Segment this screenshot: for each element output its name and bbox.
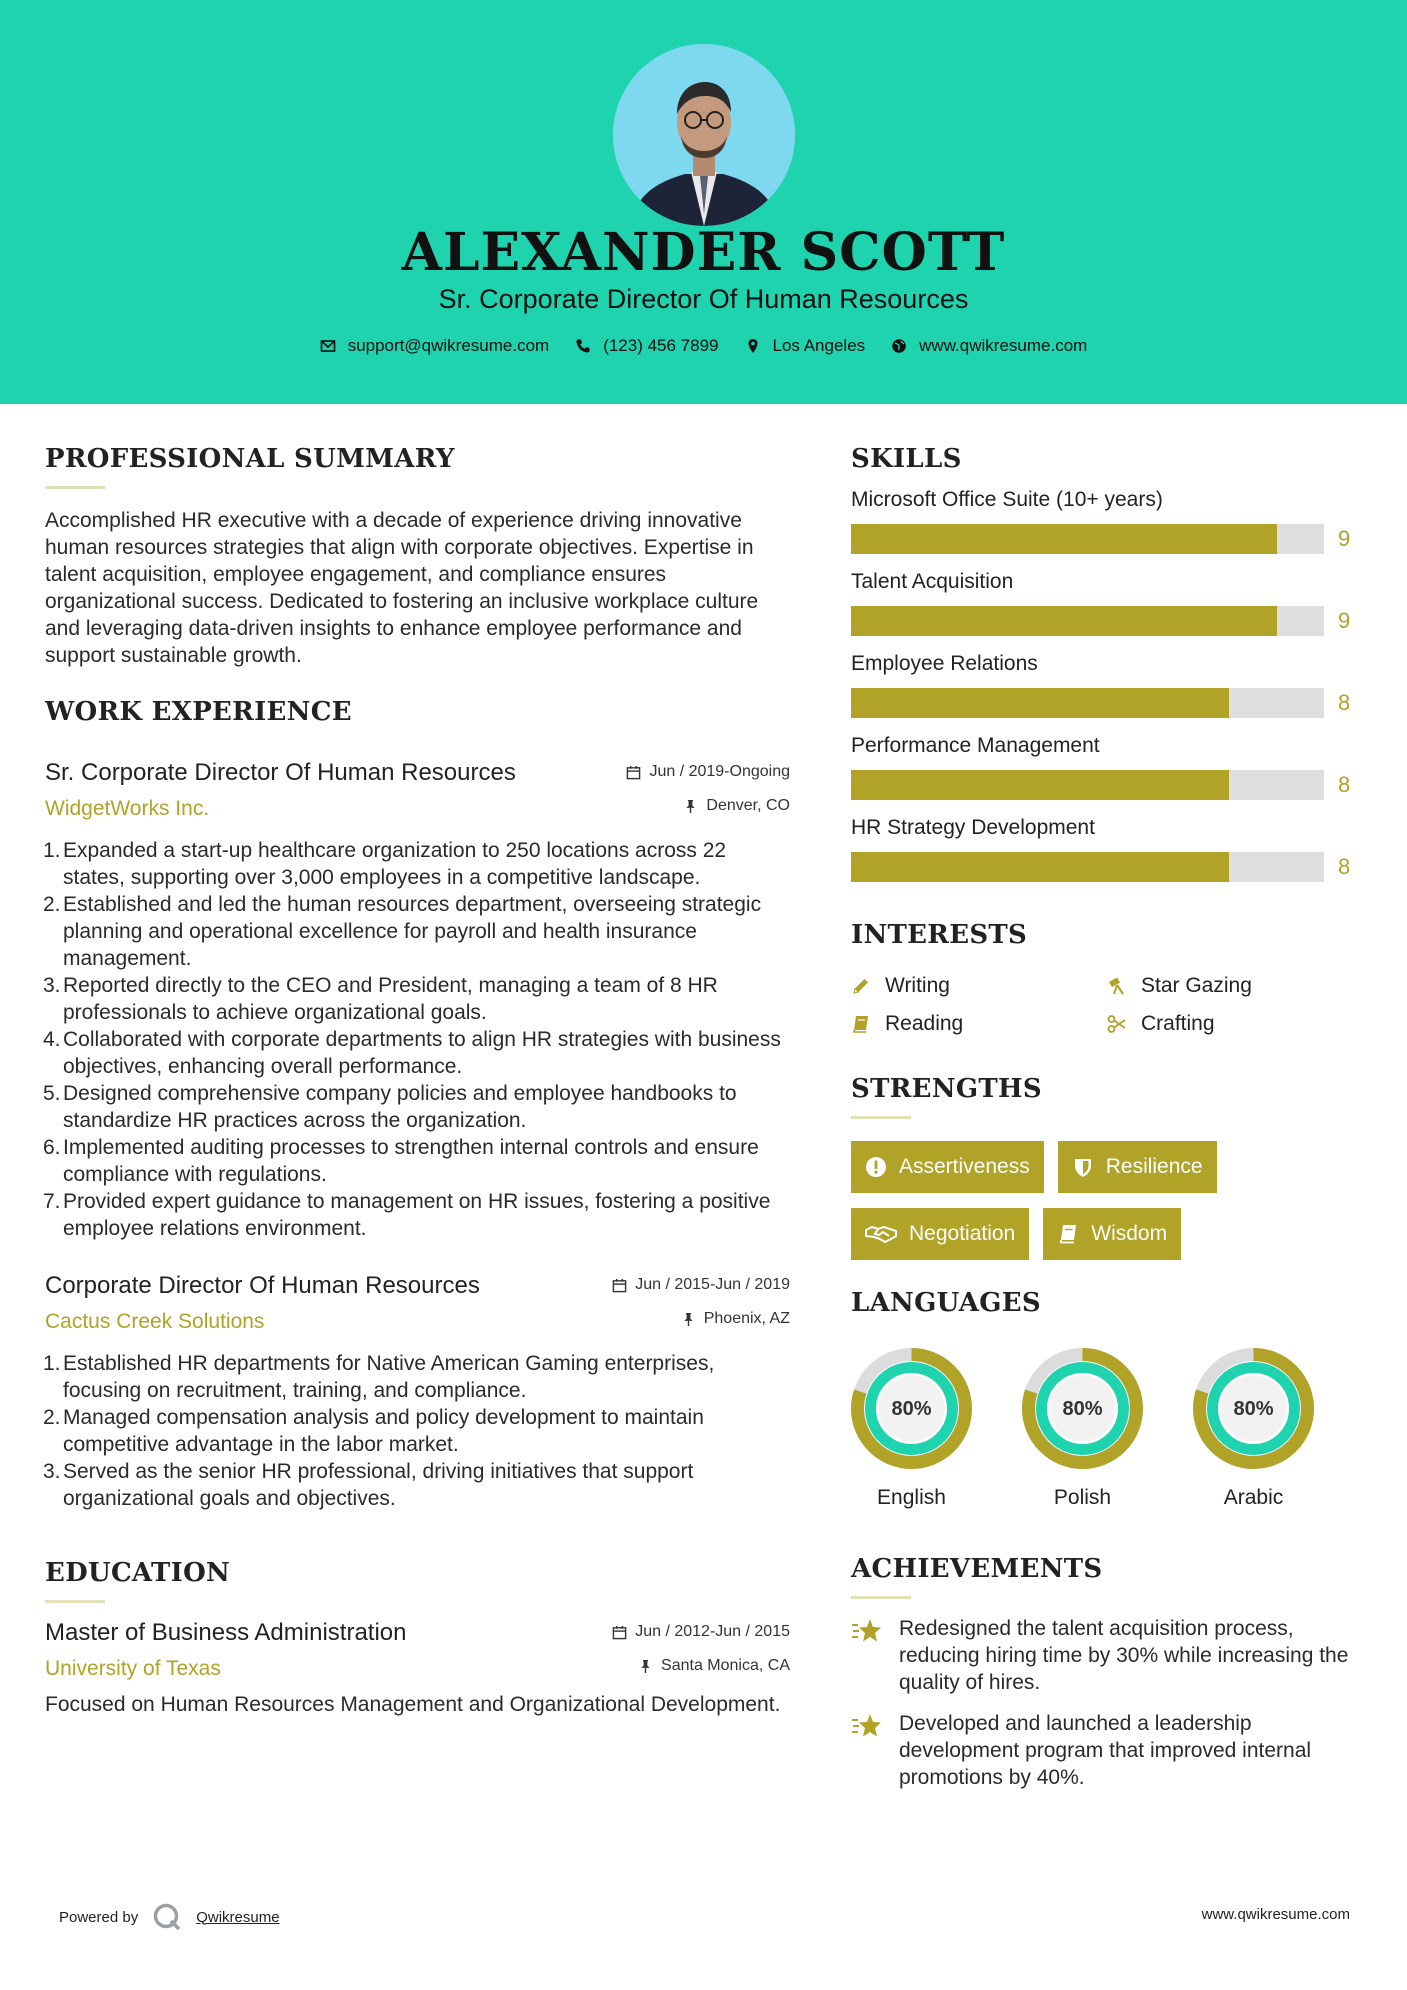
language-item [851, 1348, 972, 1510]
calendar-icon [626, 765, 641, 780]
achievements-heading: ACHIEVEMENTS [851, 1554, 1103, 1584]
language-percent: 80% [1233, 1398, 1274, 1420]
language-item [1022, 1348, 1143, 1510]
school-name: University of Texas [45, 1657, 221, 1680]
interest-item [1107, 974, 1347, 998]
interest-label: Writing [885, 974, 950, 997]
strength-badge [851, 1141, 1044, 1193]
job-location-text: Denver, CO [706, 797, 790, 814]
skills-list [851, 488, 1356, 882]
brand-link[interactable]: Qwikresume [196, 1908, 280, 1926]
languages-heading: LANGUAGES [851, 1288, 1041, 1318]
right-column [851, 444, 1356, 1791]
edu-date [612, 1623, 790, 1641]
achievement-item [851, 1710, 1356, 1791]
interests-heading: INTERESTS [851, 920, 1028, 950]
left-column [45, 444, 790, 1718]
calendar-icon [612, 1625, 627, 1640]
job-bullets [45, 1350, 790, 1512]
interest-label: Crafting [1141, 1012, 1215, 1035]
language-donut [851, 1348, 972, 1469]
list-item: 6. Implemented auditing processes to strengthen internal controls and ensure compliance with regulations. [43, 1136, 759, 1186]
section-languages [851, 1288, 1356, 1510]
section-education [45, 1558, 790, 1718]
pushpin-icon [683, 799, 698, 814]
book-icon [1057, 1223, 1079, 1245]
strength-badge [1043, 1208, 1181, 1260]
language-donut [1022, 1348, 1143, 1469]
skill-item [851, 816, 1356, 882]
strength-label: Resilience [1105, 1155, 1203, 1178]
job-title: Sr. Corporate Director Of Human Resources [45, 759, 516, 786]
skill-name: Talent Acquisition [851, 570, 1014, 593]
skill-bar [851, 770, 1324, 800]
contact-location [745, 336, 866, 356]
skill-bar-fill [851, 770, 1229, 800]
list-item: 3. Reported directly to the CEO and President, managing a team of 8 HR professionals to achieve organizational goals. [43, 974, 718, 1024]
shield-icon [1072, 1156, 1094, 1178]
skills-heading: SKILLS [851, 444, 962, 474]
pushpin-icon [681, 1312, 696, 1327]
skill-bar [851, 606, 1324, 636]
star-icon [851, 1712, 883, 1740]
job-date [626, 763, 790, 781]
edu-location-text: Santa Monica, CA [661, 1657, 790, 1674]
contact-phone[interactable] [575, 336, 718, 356]
strength-label: Negotiation [909, 1222, 1016, 1245]
job-location [681, 1310, 790, 1328]
language-percent: 80% [891, 1398, 932, 1420]
contact-email[interactable] [320, 336, 550, 356]
education-heading: EDUCATION [45, 1558, 231, 1588]
skill-value: 8 [1338, 772, 1351, 797]
language-percent: 80% [1062, 1398, 1103, 1420]
interest-item [851, 1012, 1107, 1036]
phone-icon [575, 338, 591, 354]
section-experience [45, 697, 790, 1512]
skill-name: Performance Management [851, 734, 1100, 757]
scissors-icon [1107, 1014, 1127, 1034]
contact-location-text: Los Angeles [772, 336, 866, 355]
skill-value: 8 [1338, 690, 1351, 715]
skill-value: 9 [1338, 526, 1351, 551]
candidate-name: ALEXANDER SCOTT [401, 222, 1006, 283]
contact-website-text: www.qwikresume.com [919, 336, 1088, 355]
map-pin-icon [745, 338, 761, 354]
list-item: 2. Established and led the human resources department, overseeing strategic planning and operational excellence for payroll and health insurance management. [43, 893, 762, 970]
list-item: 5. Designed comprehensive company policies and employee handbooks to standardize HR practices across the organization. [43, 1082, 737, 1132]
globe-icon [891, 338, 907, 354]
star-icon [851, 1617, 883, 1645]
candidate-title: Sr. Corporate Director Of Human Resources [438, 284, 969, 314]
exclamation-icon [865, 1156, 887, 1178]
avatar [613, 44, 795, 226]
skill-item [851, 652, 1356, 718]
footer-powered [59, 1902, 280, 1932]
interest-item [1107, 1012, 1347, 1036]
skill-bar-fill [851, 524, 1277, 554]
strength-label: Wisdom [1091, 1222, 1168, 1245]
skill-item [851, 488, 1356, 554]
calendar-icon [612, 1278, 627, 1293]
skill-value: 8 [1338, 854, 1351, 879]
skill-bar [851, 852, 1324, 882]
job-bullets [45, 837, 790, 1242]
handshake-icon [865, 1223, 897, 1245]
language-name: Arabic [1223, 1486, 1284, 1509]
qwikresume-logo-icon [152, 1902, 182, 1932]
achievement-text: Developed and launched a leadership development program that improved internal promotions by 40%. [899, 1712, 1312, 1789]
section-interests [851, 920, 1356, 1036]
skill-name: Microsoft Office Suite (10+ years) [851, 488, 1163, 511]
language-name: Polish [1053, 1486, 1112, 1509]
strength-label: Assertiveness [899, 1155, 1030, 1178]
edu-location [638, 1657, 790, 1675]
skill-item [851, 734, 1356, 800]
skill-bar-fill [851, 606, 1277, 636]
job-location [683, 797, 790, 815]
pencil-icon [851, 976, 871, 996]
degree-title: Master of Business Administration [45, 1619, 407, 1646]
section-strengths [851, 1074, 1356, 1260]
job-entry [45, 759, 790, 1242]
section-achievements [851, 1554, 1356, 1791]
heading-underline [45, 1600, 105, 1603]
list-item: 3. Served as the senior HR professional, driving initiatives that support organizational goals and objectives. [43, 1460, 694, 1510]
job-date [612, 1276, 790, 1294]
strength-badge [851, 1208, 1029, 1260]
skill-bar [851, 688, 1324, 718]
skill-item [851, 570, 1356, 636]
contact-phone-text: (123) 456 7899 [603, 336, 719, 355]
strengths-heading: STRENGTHS [851, 1074, 1042, 1104]
summary-text: Accomplished HR executive with a decade of experience driving innovative human resources strategies that align with corporate objectives. Expertise in talent acquisition, employee engagement, and compliance ensures organizational success. Dedicated to fostering an inclusive workplace culture and leveraging data-driven insights to enhance employee performance and support sustainable growth. [45, 509, 759, 667]
education-desc: Focused on Human Resources Management and Organizational Development. [45, 1693, 781, 1716]
list-item: 2. Managed compensation analysis and policy development to maintain competitive advantage in the labor market. [43, 1406, 704, 1456]
achievement-item [851, 1615, 1356, 1696]
list-item: 1. Expanded a start-up healthcare organization to 250 locations across 22 states, supporting over 3,000 employees in a competitive landscape. [43, 839, 727, 889]
job-entry [45, 1272, 790, 1512]
interest-label: Reading [885, 1012, 964, 1035]
skill-bar-fill [851, 688, 1229, 718]
job-location-text: Phoenix, AZ [703, 1310, 790, 1327]
skill-name: Employee Relations [851, 652, 1038, 675]
company-name: Cactus Creek Solutions [45, 1310, 265, 1333]
language-name: English [877, 1486, 946, 1509]
achievement-text: Redesigned the talent acquisition process, reducing hiring time by 30% while increasing the quality of hires. [899, 1617, 1349, 1694]
book-icon [851, 1014, 871, 1034]
header-banner [0, 0, 1407, 404]
skill-bar-fill [851, 852, 1229, 882]
footer-url[interactable]: www.qwikresume.com [1201, 1906, 1350, 1923]
heading-underline [851, 1116, 911, 1119]
summary-heading: PROFESSIONAL SUMMARY [45, 444, 455, 474]
language-donut [1193, 1348, 1314, 1469]
powered-by-text: Powered by [59, 1908, 139, 1926]
job-date-text: Jun / 2015-Jun / 2019 [635, 1276, 790, 1293]
experience-heading: WORK EXPERIENCE [45, 697, 352, 727]
language-item [1193, 1348, 1314, 1510]
section-skills [851, 444, 1356, 882]
job-date-text: Jun / 2019-Ongoing [649, 763, 790, 780]
edu-date-text: Jun / 2012-Jun / 2015 [635, 1623, 790, 1640]
company-name: WidgetWorks Inc. [45, 797, 210, 820]
job-title: Corporate Director Of Human Resources [45, 1272, 480, 1299]
list-item: 7. Provided expert guidance to management on HR issues, fostering a positive employee relations environment. [43, 1190, 771, 1240]
pushpin-icon [638, 1659, 653, 1674]
interest-label: Star Gazing [1141, 974, 1252, 997]
strength-badge [1058, 1141, 1217, 1193]
heading-underline [45, 486, 105, 489]
contact-bar [0, 336, 1407, 356]
envelope-icon [320, 338, 336, 354]
skill-name: HR Strategy Development [851, 816, 1095, 839]
section-summary [45, 444, 790, 669]
skill-bar [851, 524, 1324, 554]
list-item: 4. Collaborated with corporate departments to align HR strategies with business objectives, enhancing overall performance. [43, 1028, 781, 1078]
telescope-icon [1107, 976, 1127, 996]
list-item: 1. Established HR departments for Native American Gaming enterprises, focusing on recruitment, training, and compliance. [43, 1352, 715, 1402]
skill-value: 9 [1338, 608, 1351, 633]
interest-item [851, 974, 1107, 998]
heading-underline [851, 1596, 911, 1599]
contact-website[interactable] [891, 336, 1087, 356]
contact-email-text: support@qwikresume.com [347, 336, 550, 355]
